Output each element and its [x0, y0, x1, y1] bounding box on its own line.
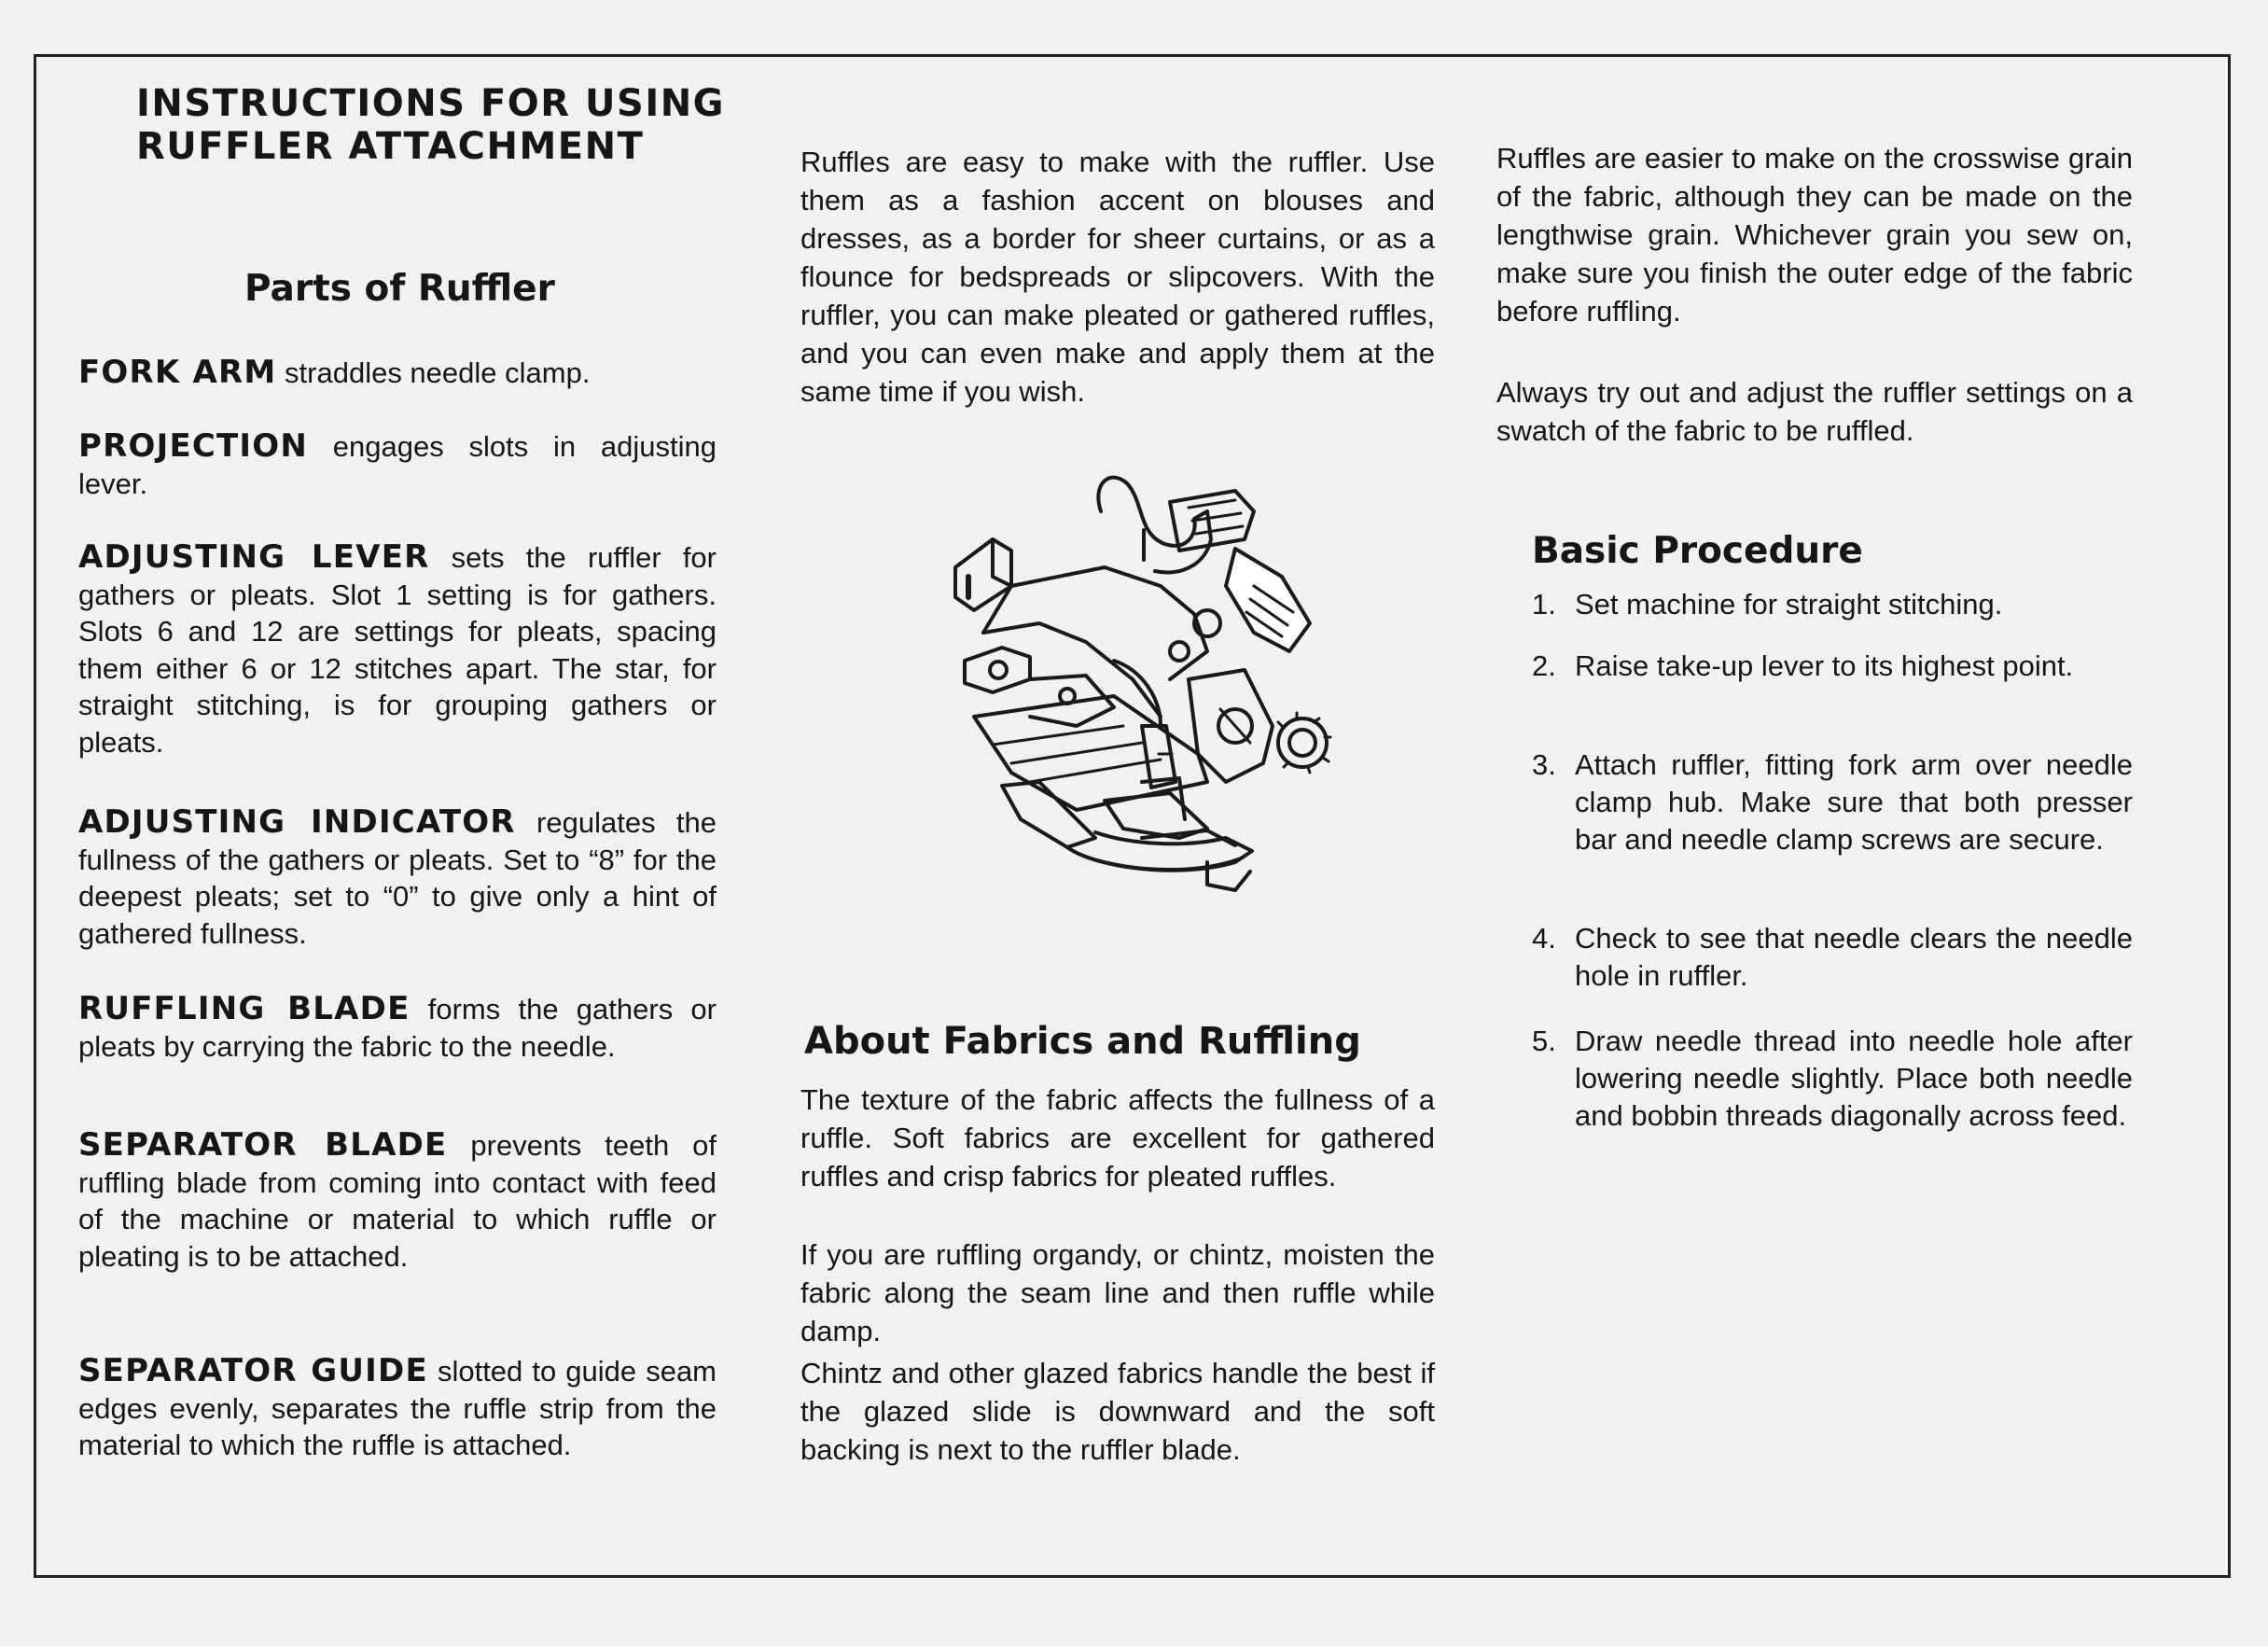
part-text: forms the gathers or pleats by carrying the fabric to the needle. — [78, 993, 717, 1063]
part-text: regulates the fullness of the gathers or pleats. Set to “8” for the deepest pleats; set to “0” to give only a hint of gathered fullness. — [78, 806, 717, 950]
step-number: 5. — [1532, 1025, 1556, 1057]
step-text: Attach ruffler, fitting fork arm over needle clamp hub. Make sure that both presser bar and needle clamp screws are secure. — [1575, 748, 2133, 856]
part-separator-guide — [78, 1353, 717, 1464]
part-adjusting-lever — [78, 539, 717, 760]
part-term: SEPARATOR BLADE — [78, 1126, 448, 1164]
main-title-line-1: INSTRUCTIONS FOR USING — [136, 82, 726, 125]
step-text: Raise take-up lever to its highest point. — [1575, 649, 2074, 682]
part-term: PROJECTION — [78, 427, 309, 465]
part-term: ADJUSTING INDICATOR — [78, 803, 516, 841]
fabrics-paragraph-3: Chintz and other glazed fabrics handle the best if the glazed slide is downward and the soft backing is next to the ruffler blade. — [800, 1357, 1435, 1466]
ruffler-illustration — [927, 446, 1357, 894]
part-term: SEPARATOR GUIDE — [78, 1352, 428, 1389]
part-separator-blade — [78, 1127, 717, 1275]
part-projection — [78, 428, 717, 502]
step-number: 4. — [1532, 922, 1556, 955]
procedure-step — [1532, 648, 2133, 685]
fabrics-paragraph-1: The texture of the fabric affects the fullness of a ruffle. Soft fabrics are excellent for gathered ruffles and crisp fabrics for pleated ruffles. — [800, 1083, 1435, 1193]
main-title-line-2: RUFFLER ATTACHMENT — [136, 125, 645, 168]
step-text: Check to see that needle clears the needle hole in ruffler. — [1575, 922, 2133, 992]
part-adjusting-indicator — [78, 804, 717, 952]
part-text: engages slots in adjusting lever. — [78, 430, 717, 500]
part-text: slotted to guide seam edges evenly, separates the ruffle strip from the material to which the ruffle is attached. — [78, 1355, 717, 1461]
procedure-heading: Basic Procedure — [1532, 530, 1863, 572]
procedure-step — [1532, 746, 2133, 858]
step-number: 2. — [1532, 649, 1556, 682]
part-text: prevents teeth of ruffling blade from coming into contact with feed of the machine or material to which ruffle or pleating is to be attached. — [78, 1129, 717, 1273]
fabrics-heading: About Fabrics and Ruffling — [804, 1020, 1361, 1063]
step-text: Draw needle thread into needle hole after lowering needle slightly. Place both needle and bobbin threads diagonally across feed. — [1575, 1025, 2133, 1132]
part-term: FORK ARM — [78, 354, 277, 391]
procedure-step — [1532, 1023, 2133, 1135]
ruffler-attachment-drawing-icon — [927, 446, 1357, 894]
part-text: straddles needle clamp. — [276, 356, 591, 389]
part-fork-arm — [78, 355, 717, 392]
intro-paragraph: Ruffles are easy to make with the ruffler. Use them as a fashion accent on blouses and dresses, as a border for sheer curtains, or as a flounce for bedspreads or slipcovers. With the ruffler, you can make pleated or gathered ruffles, and you can even make and apply them at the same time if you wish. — [800, 146, 1435, 408]
part-term: RUFFLING BLADE — [78, 990, 410, 1027]
grain-paragraph-2: Always try out and adjust the ruffler settings on a swatch of the fabric to be ruffled. — [1496, 376, 2133, 447]
main-title — [136, 82, 771, 168]
part-ruffling-blade — [78, 991, 717, 1065]
part-text: sets the ruffler for gathers or pleats. Slot 1 setting is for gathers. Slots 6 and 12 are settings for pleats, spacing them either 6 or 12 stitches apart. The star, for straight stitching, is for grouping gathers or pleats. — [78, 541, 717, 759]
procedure-step — [1532, 920, 2133, 995]
part-term: ADJUSTING LEVER — [78, 538, 430, 576]
step-text: Set machine for straight stitching. — [1575, 588, 2003, 621]
procedure-step — [1532, 586, 2133, 623]
step-number: 3. — [1532, 748, 1556, 781]
step-number: 1. — [1532, 588, 1556, 621]
grain-paragraph-1: Ruffles are easier to make on the crosswise grain of the fabric, although they can be made on the lengthwise grain. Whichever grain you sew on, make sure you finish the outer edge of the fabric before ruffling. — [1496, 142, 2133, 328]
fabrics-paragraph-2: If you are ruffling organdy, or chintz, moisten the fabric along the seam line and then ruffle while damp. — [800, 1238, 1435, 1347]
parts-heading: Parts of Ruffler — [244, 268, 555, 310]
